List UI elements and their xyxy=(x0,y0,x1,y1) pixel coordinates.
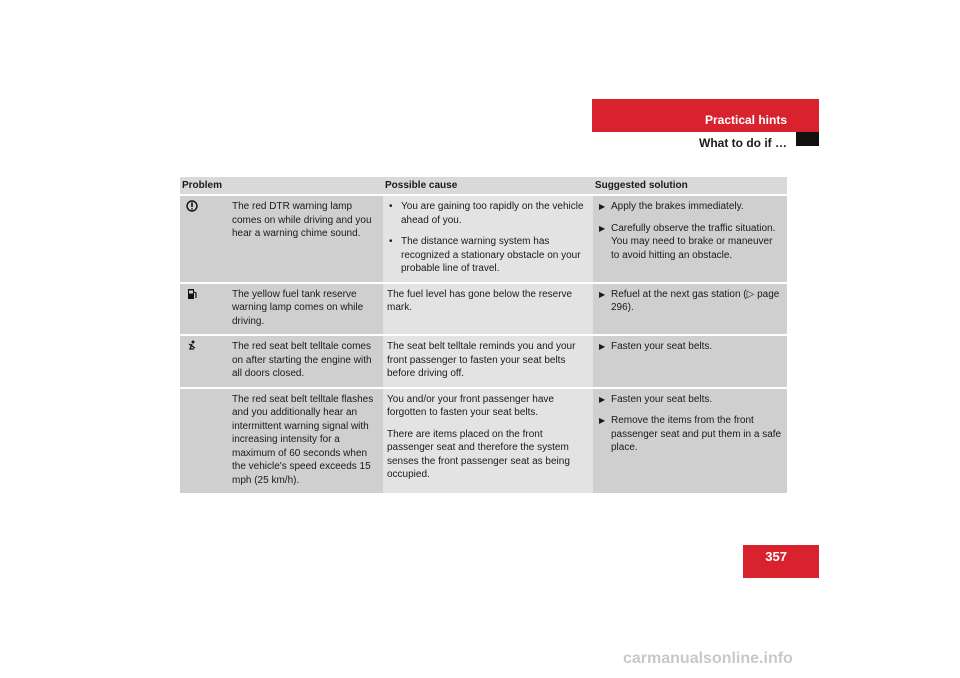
problem-cell xyxy=(180,196,383,282)
list-item: ▶ Fasten your seat belts. xyxy=(597,340,783,354)
page-subtitle: What to do if … xyxy=(699,136,787,150)
troubleshooting-table xyxy=(180,177,787,493)
cause-text: The fuel level has gone below the reserve mark. xyxy=(387,288,573,313)
list-item: ▶ Refuel at the next gas station (▷ page 296). xyxy=(597,288,783,315)
problem-cell xyxy=(180,336,383,387)
list-item: ▶ Remove the items from the front passenger seat and put them in a safe place. xyxy=(597,414,783,455)
problem-text: The red DTR warning lamp comes on while driving and you hear a warning chime sound. xyxy=(232,201,372,239)
problem-cell xyxy=(180,284,383,335)
solution-cell xyxy=(593,389,787,494)
section-title: Practical hints xyxy=(704,113,787,127)
watermark: carmanualsonline.info xyxy=(623,650,793,667)
page-number-box xyxy=(743,545,819,578)
cause-text: You and/or your front passenger have forgotten to fasten your seat belts. xyxy=(387,393,554,418)
cause-cell xyxy=(383,389,593,494)
table-row xyxy=(180,334,787,387)
cause-cell xyxy=(383,284,593,335)
header-solution: Suggested solution xyxy=(594,179,688,191)
problem-text: The red seat belt telltale flashes and you additionally hear an intermittent warning signal with increasing intensity for a maximum of 60 seconds when the vehicle's speed exceeds 15 mph (25 km/h). xyxy=(232,393,374,486)
solution-cell xyxy=(593,284,787,335)
problem-cell xyxy=(180,389,383,494)
list-item: • The distance warning system has recognized a stationary obstacle on your probable line of travel. xyxy=(387,235,589,276)
list-item: ▶ Carefully observe the traffic situation. You may need to brake or maneuver to avoid hitting an obstacle. xyxy=(597,222,783,263)
page-number: 357 xyxy=(765,549,787,564)
table-header-row xyxy=(180,177,787,194)
cause-cell xyxy=(383,336,593,387)
section-tab-marker xyxy=(796,132,819,146)
problem-text: The red seat belt telltale comes on after starting the engine with all doors closed. xyxy=(232,341,372,379)
seat-belt-icon xyxy=(184,340,232,381)
fuel-pump-icon xyxy=(184,288,232,329)
solution-cell xyxy=(593,196,787,282)
list-item: ▶ Fasten your seat belts. xyxy=(597,393,783,407)
cause-text: The seat belt telltale reminds you and your front passenger to fasten your seat belts before driving off. xyxy=(387,341,576,379)
icon-spacer xyxy=(184,393,232,488)
table-row xyxy=(180,387,787,494)
table-row xyxy=(180,282,787,335)
table-row xyxy=(180,194,787,282)
section-header-block xyxy=(592,99,819,132)
dtr-warning-icon xyxy=(184,200,232,276)
cause-cell xyxy=(383,196,593,282)
list-item: • You are gaining too rapidly on the vehicle ahead of you. xyxy=(387,200,589,227)
problem-text: The yellow fuel tank reserve warning lamp comes on while driving. xyxy=(232,288,364,327)
header-problem: Problem xyxy=(182,179,223,191)
cause-text: There are items placed on the front passenger seat and therefore the system senses the front passenger seat as being occupied. xyxy=(387,428,570,480)
solution-cell xyxy=(593,336,787,387)
list-item: ▶ Apply the brakes immediately. xyxy=(597,200,783,214)
header-cause: Possible cause xyxy=(385,179,458,191)
